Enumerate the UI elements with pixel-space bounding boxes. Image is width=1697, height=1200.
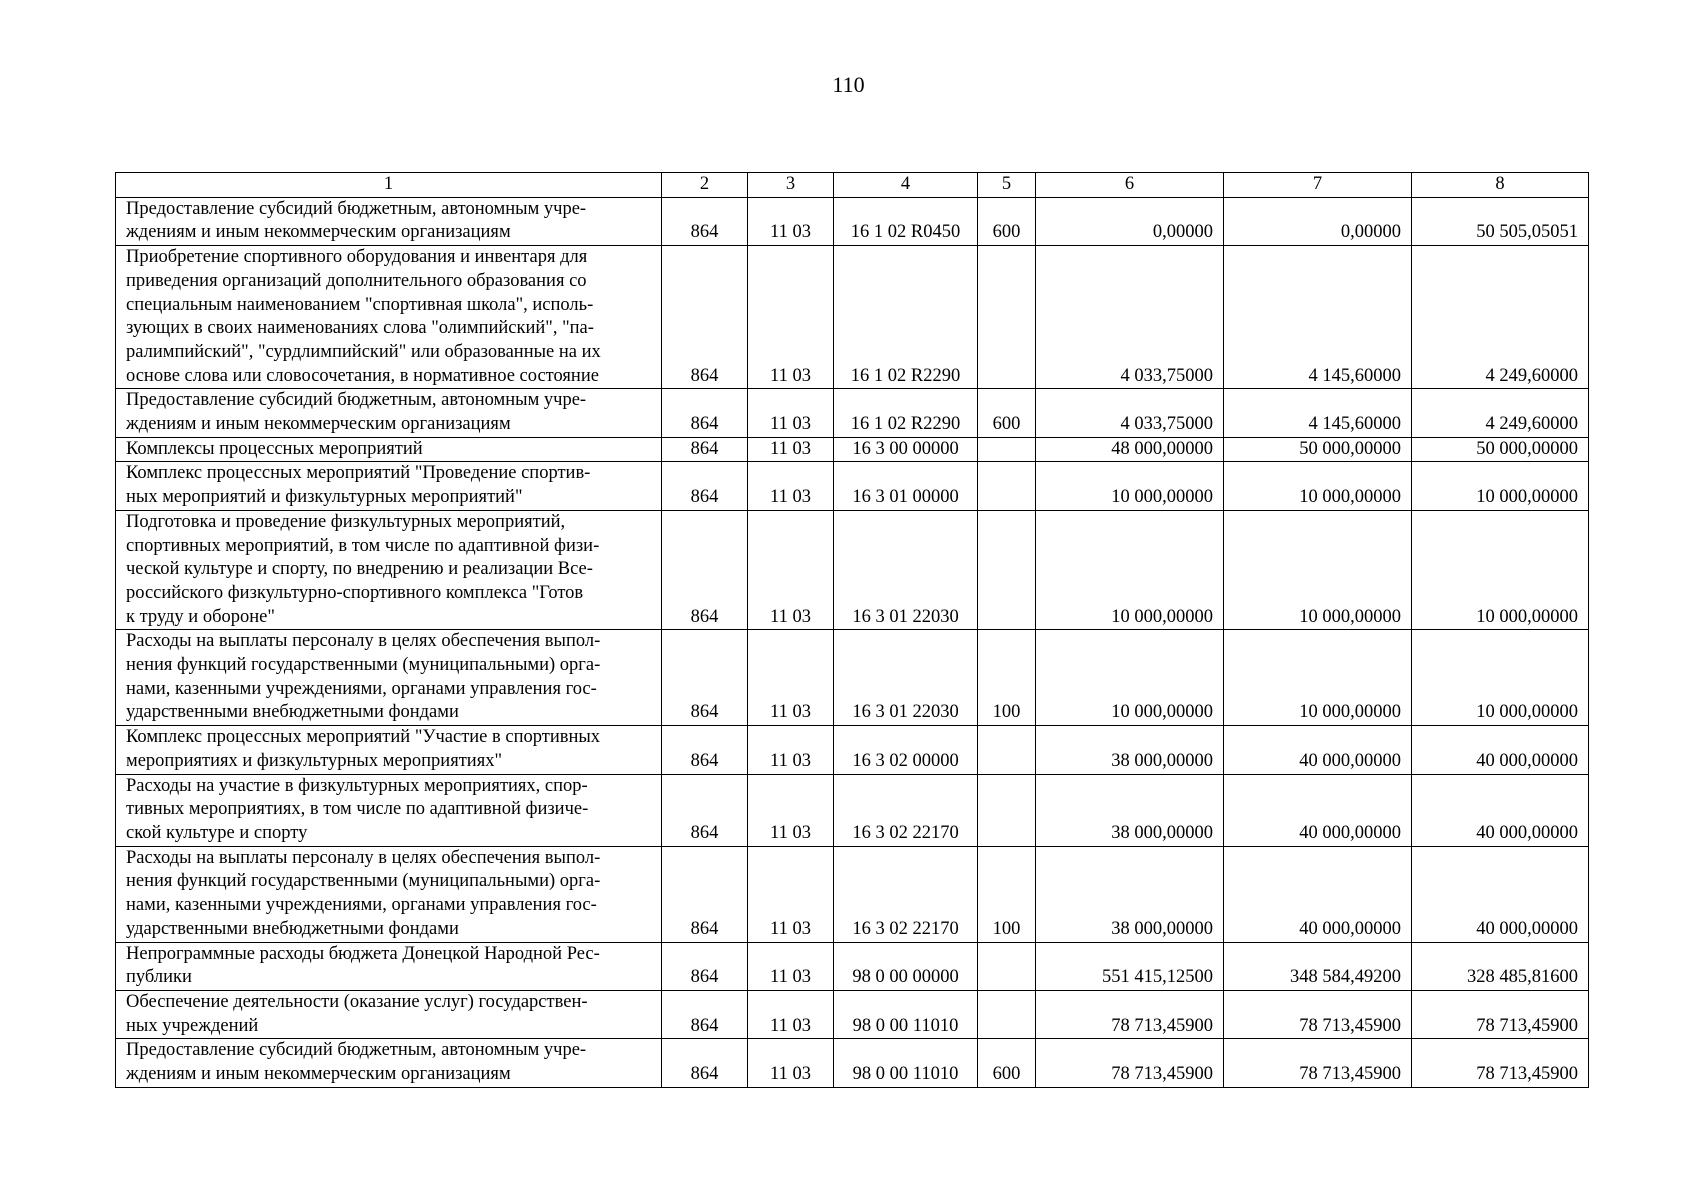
cell-expense-type: 600 <box>978 197 1036 245</box>
cell-name-line: тивных мероприятиях, в том числе по адаптивной физиче- <box>126 799 589 820</box>
cell-admin-code: 864 <box>662 246 748 389</box>
cell-name-line: Приобретение спортивного оборудования и инвентаря для <box>126 247 588 268</box>
cell-name-line: Расходы на выплаты персоналу в целях обеспечения выпол- <box>126 847 601 868</box>
table-row <box>116 990 1589 1038</box>
table-row <box>116 774 1589 846</box>
cell-name-line: ждениям и иным некоммерческим организациям <box>126 414 511 435</box>
cell-target-article: 98 0 00 11010 <box>834 1039 978 1087</box>
table-row <box>116 389 1589 437</box>
cell-name-line: зующих в своих наименованиях слова "олимпийский", "па- <box>126 318 594 339</box>
cell-amount-year-1: 10 000,00000 <box>1036 462 1224 510</box>
cell-name-line: ралимпийский", "сурдлимпийский" или образованные на их <box>126 341 601 362</box>
cell-amount-year-2: 4 145,60000 <box>1224 246 1412 389</box>
cell-name-line: российского физкультурно-спортивного комплекса "Готов <box>126 582 584 603</box>
page-number: 110 <box>832 72 865 97</box>
cell-expense-type: 100 <box>978 630 1036 726</box>
cell-name-line: ждениям и иным некоммерческим организациям <box>126 1064 511 1085</box>
cell-name-line: приведения организаций дополнительного образования со <box>126 270 587 291</box>
cell-amount-year-2: 0,00000 <box>1224 197 1412 245</box>
cell-target-article: 16 3 02 00000 <box>834 726 978 774</box>
cell-section: 11 03 <box>748 246 834 389</box>
cell-name-line: Предоставление субсидий бюджетным, автономным учре- <box>126 1040 587 1061</box>
cell-name <box>116 1039 662 1087</box>
cell-admin-code: 864 <box>662 510 748 630</box>
cell-name-line: Комплексы процессных мероприятий <box>126 438 423 459</box>
cell-amount-year-3: 50 505,05051 <box>1412 197 1589 245</box>
cell-section: 11 03 <box>748 774 834 846</box>
table-row <box>116 510 1589 630</box>
cell-name-line: ской культуре и спорту <box>126 822 308 843</box>
cell-name <box>116 389 662 437</box>
cell-admin-code: 864 <box>662 774 748 846</box>
cell-name-line: нами, казенными учреждениями, органами управления гос- <box>126 678 597 699</box>
table-row <box>116 846 1589 942</box>
cell-expense-type <box>978 942 1036 990</box>
cell-name-line: мероприятиях и физкультурных мероприятиях" <box>126 750 503 771</box>
cell-target-article: 16 1 02 R2290 <box>834 389 978 437</box>
cell-admin-code: 864 <box>662 942 748 990</box>
cell-name-line: ударственными внебюджетными фондами <box>126 702 459 723</box>
cell-expense-type <box>978 462 1036 510</box>
cell-name <box>116 942 662 990</box>
table-body <box>116 173 1589 1088</box>
column-header: 6 <box>1036 173 1224 198</box>
cell-expense-type: 600 <box>978 1039 1036 1087</box>
cell-name-line: Комплекс процессных мероприятий "Проведение спортив- <box>126 463 591 484</box>
cell-amount-year-2: 40 000,00000 <box>1224 774 1412 846</box>
cell-target-article: 16 3 02 22170 <box>834 774 978 846</box>
cell-name <box>116 437 662 462</box>
cell-name <box>116 846 662 942</box>
cell-amount-year-1: 48 000,00000 <box>1036 437 1224 462</box>
table-row <box>116 197 1589 245</box>
cell-expense-type: 100 <box>978 846 1036 942</box>
cell-name-line: Расходы на выплаты персоналу в целях обеспечения выпол- <box>126 631 601 652</box>
cell-name <box>116 630 662 726</box>
cell-amount-year-1: 551 415,12500 <box>1036 942 1224 990</box>
cell-amount-year-1: 38 000,00000 <box>1036 726 1224 774</box>
cell-amount-year-3: 40 000,00000 <box>1412 774 1589 846</box>
cell-amount-year-3: 78 713,45900 <box>1412 990 1589 1038</box>
cell-section: 11 03 <box>748 630 834 726</box>
cell-name <box>116 246 662 389</box>
cell-name <box>116 726 662 774</box>
cell-name <box>116 197 662 245</box>
cell-amount-year-1: 10 000,00000 <box>1036 510 1224 630</box>
column-header: 8 <box>1412 173 1589 198</box>
cell-target-article: 16 3 01 22030 <box>834 630 978 726</box>
cell-amount-year-3: 10 000,00000 <box>1412 510 1589 630</box>
cell-name <box>116 990 662 1038</box>
cell-expense-type: 600 <box>978 389 1036 437</box>
cell-amount-year-2: 50 000,00000 <box>1224 437 1412 462</box>
cell-amount-year-2: 40 000,00000 <box>1224 726 1412 774</box>
cell-section: 11 03 <box>748 389 834 437</box>
cell-amount-year-1: 78 713,45900 <box>1036 990 1224 1038</box>
cell-amount-year-1: 0,00000 <box>1036 197 1224 245</box>
cell-amount-year-3: 50 000,00000 <box>1412 437 1589 462</box>
cell-expense-type <box>978 246 1036 389</box>
cell-name-line: ных учреждений <box>126 1015 259 1036</box>
cell-amount-year-2: 10 000,00000 <box>1224 510 1412 630</box>
table-row <box>116 462 1589 510</box>
cell-expense-type <box>978 510 1036 630</box>
cell-amount-year-3: 10 000,00000 <box>1412 630 1589 726</box>
cell-name-line: к труду и обороне" <box>126 606 275 627</box>
cell-section: 11 03 <box>748 942 834 990</box>
cell-section: 11 03 <box>748 726 834 774</box>
table-row <box>116 726 1589 774</box>
cell-admin-code: 864 <box>662 197 748 245</box>
cell-name-line: Комплекс процессных мероприятий "Участие в спортивных <box>126 727 601 748</box>
cell-target-article: 16 3 01 00000 <box>834 462 978 510</box>
cell-name <box>116 462 662 510</box>
cell-admin-code: 864 <box>662 462 748 510</box>
cell-amount-year-1: 4 033,75000 <box>1036 246 1224 389</box>
table-row <box>116 246 1589 389</box>
cell-name-line: Расходы на участие в физкультурных мероприятиях, спор- <box>126 775 588 796</box>
cell-amount-year-1: 78 713,45900 <box>1036 1039 1224 1087</box>
cell-expense-type <box>978 774 1036 846</box>
column-header: 2 <box>662 173 748 198</box>
cell-amount-year-3: 328 485,81600 <box>1412 942 1589 990</box>
cell-admin-code: 864 <box>662 846 748 942</box>
cell-name <box>116 510 662 630</box>
cell-name-line: нами, казенными учреждениями, органами управления гос- <box>126 895 597 916</box>
cell-amount-year-2: 348 584,49200 <box>1224 942 1412 990</box>
cell-name-line: нения функций государственными (муниципальными) орга- <box>126 871 601 892</box>
cell-name-line: Непрограммные расходы бюджета Донецкой Народной Рес- <box>126 943 600 964</box>
cell-section: 11 03 <box>748 437 834 462</box>
cell-target-article: 16 1 02 R2290 <box>834 246 978 389</box>
cell-target-article: 16 3 01 22030 <box>834 510 978 630</box>
cell-expense-type <box>978 437 1036 462</box>
cell-section: 11 03 <box>748 846 834 942</box>
cell-target-article: 98 0 00 11010 <box>834 990 978 1038</box>
cell-amount-year-2: 78 713,45900 <box>1224 990 1412 1038</box>
cell-name-line: публики <box>126 967 192 988</box>
cell-name-line: ных мероприятий и физкультурных мероприятий" <box>126 487 523 508</box>
cell-admin-code: 864 <box>662 726 748 774</box>
cell-amount-year-1: 38 000,00000 <box>1036 846 1224 942</box>
cell-name-line: Предоставление субсидий бюджетным, автономным учре- <box>126 390 587 411</box>
cell-section: 11 03 <box>748 1039 834 1087</box>
cell-amount-year-3: 78 713,45900 <box>1412 1039 1589 1087</box>
cell-amount-year-3: 40 000,00000 <box>1412 726 1589 774</box>
column-header: 4 <box>834 173 978 198</box>
table-row <box>116 942 1589 990</box>
cell-name-line: Предоставление субсидий бюджетным, автономным учре- <box>126 198 587 219</box>
cell-target-article: 16 1 02 R0450 <box>834 197 978 245</box>
cell-amount-year-1: 4 033,75000 <box>1036 389 1224 437</box>
column-header: 3 <box>748 173 834 198</box>
cell-section: 11 03 <box>748 197 834 245</box>
cell-amount-year-1: 38 000,00000 <box>1036 774 1224 846</box>
cell-name-line: ческой культуре и спорту, по внедрению и реализации Все- <box>126 559 593 580</box>
cell-admin-code: 864 <box>662 990 748 1038</box>
cell-amount-year-3: 4 249,60000 <box>1412 246 1589 389</box>
cell-amount-year-2: 78 713,45900 <box>1224 1039 1412 1087</box>
cell-expense-type <box>978 726 1036 774</box>
cell-name-line: ждениям и иным некоммерческим организациям <box>126 222 511 243</box>
header-row <box>116 173 1589 198</box>
table-row <box>116 630 1589 726</box>
cell-name-line: ударственными внебюджетными фондами <box>126 918 459 939</box>
cell-amount-year-1: 10 000,00000 <box>1036 630 1224 726</box>
cell-expense-type <box>978 990 1036 1038</box>
cell-section: 11 03 <box>748 510 834 630</box>
column-header: 5 <box>978 173 1036 198</box>
column-header: 1 <box>116 173 662 198</box>
cell-target-article: 98 0 00 00000 <box>834 942 978 990</box>
cell-section: 11 03 <box>748 462 834 510</box>
cell-admin-code: 864 <box>662 1039 748 1087</box>
cell-amount-year-2: 10 000,00000 <box>1224 630 1412 726</box>
cell-amount-year-2: 40 000,00000 <box>1224 846 1412 942</box>
cell-name-line: Подготовка и проведение физкультурных мероприятий, <box>126 511 566 532</box>
cell-name <box>116 774 662 846</box>
cell-admin-code: 864 <box>662 437 748 462</box>
cell-admin-code: 864 <box>662 389 748 437</box>
table-row <box>116 437 1589 462</box>
cell-target-article: 16 3 02 22170 <box>834 846 978 942</box>
cell-name-line: специальным наименованием "спортивная школа", исполь- <box>126 294 594 315</box>
cell-amount-year-3: 10 000,00000 <box>1412 462 1589 510</box>
cell-admin-code: 864 <box>662 630 748 726</box>
cell-amount-year-2: 4 145,60000 <box>1224 389 1412 437</box>
table-row <box>116 1039 1589 1087</box>
cell-target-article: 16 3 00 00000 <box>834 437 978 462</box>
cell-name-line: основе слова или словосочетания, в нормативное состояние <box>126 365 599 386</box>
cell-name-line: Обеспечение деятельности (оказание услуг) государствен- <box>126 991 588 1012</box>
budget-table <box>115 172 1589 1088</box>
cell-name-line: спортивных мероприятий, в том числе по адаптивной физи- <box>126 535 600 556</box>
cell-section: 11 03 <box>748 990 834 1038</box>
column-header: 7 <box>1224 173 1412 198</box>
cell-amount-year-3: 4 249,60000 <box>1412 389 1589 437</box>
cell-name-line: нения функций государственными (муниципальными) орга- <box>126 655 601 676</box>
cell-amount-year-2: 10 000,00000 <box>1224 462 1412 510</box>
cell-amount-year-3: 40 000,00000 <box>1412 846 1589 942</box>
